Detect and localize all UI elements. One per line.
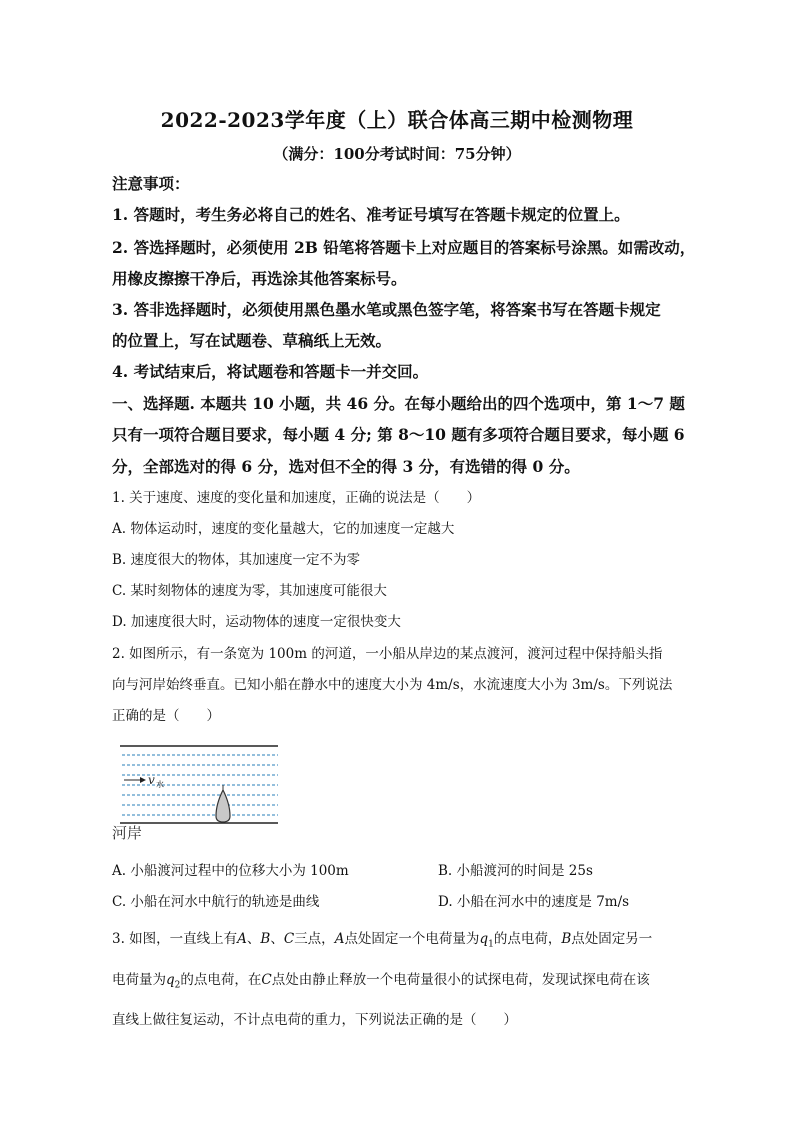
question-stem: 电荷量为$q_2$的点电荷，在C点处由静止释放一个电荷量很小的试探电荷，发现试探电荷在该 xyxy=(112,972,650,991)
question-stem: 正确的是（ ） xyxy=(112,708,220,724)
question-stem: 直线上做往复运动，不计点电荷的重力，下列说法正确的是（ ） xyxy=(112,1012,517,1028)
question-stem: 3. 如图，一直线上有A、B、C三点，A点处固定一个电荷量为$q_1$的点电荷，B点处固定另一 xyxy=(112,931,653,950)
notice-heading: 注意事项： xyxy=(112,174,190,193)
answer-option: D. 加速度很大时，运动物体的速度一定很快变大 xyxy=(112,614,401,630)
question-stem: 2. 如图所示，有一条宽为 100m 的河道，一小船从岸边的某点渡河，渡河过程中保持船头指 xyxy=(112,646,663,662)
notice-item: 的位置上，写在试题卷、草稿纸上无效。 xyxy=(112,331,392,350)
answer-option: C. 某时刻物体的速度为零，其加速度可能很大 xyxy=(112,583,387,599)
notice-item: 4. 考试结束后，将试题卷和答题卡一并交回。 xyxy=(112,362,429,381)
answer-option: B. 小船渡河的时间是 25s xyxy=(438,863,593,879)
answer-option: B. 速度很大的物体，其加速度一定不为零 xyxy=(112,552,361,568)
section-heading: 一、选择题. 本题共 10 小题，共 46 分。在每小题给出的四个选项中，第 1～7 题 xyxy=(112,394,685,413)
velocity-subscript: 水 xyxy=(156,780,164,789)
page-subtitle: （满分：100分考试时间：75分钟） xyxy=(273,145,521,163)
notice-item: 用橡皮擦擦干净后，再选涂其他答案标号。 xyxy=(112,269,407,288)
question-stem: 向与河岸始终垂直。已知小船在静水中的速度大小为 4m/s，水流速度大小为 3m/s。下列说法 xyxy=(112,677,673,693)
section-text: 只有一项符合题目要求，每小题 4 分; 第 8～10 题有多项符合题目要求，每小题 6 xyxy=(112,425,685,444)
answer-option: A. 小船渡河过程中的位移大小为 100m xyxy=(112,863,349,879)
figure-caption: 河岸 xyxy=(112,824,143,842)
velocity-arrow-icon xyxy=(124,777,146,783)
water-flow-lines xyxy=(122,755,278,815)
answer-option: A. 物体运动时，速度的变化量越大，它的加速度一定越大 xyxy=(112,521,455,537)
question-stem: 1. 关于速度、速度的变化量和加速度，正确的说法是（ ） xyxy=(112,490,481,506)
section-text: 分，全部选对的得 6 分，选对但不全的得 3 分，有选错的得 0 分。 xyxy=(112,457,580,476)
notice-item: 2. 答选择题时，必须使用 2B 铅笔将答题卡上对应题目的答案标号涂黑。如需改动， xyxy=(112,238,696,257)
boat-icon xyxy=(216,785,230,822)
answer-option: C. 小船在河水中航行的轨迹是曲线 xyxy=(112,894,320,910)
notice-item: 1. 答题时，考生务必将自己的姓名、准考证号填写在答题卡规定的位置上。 xyxy=(112,205,630,224)
answer-option: D. 小船在河水中的速度是 7m/s xyxy=(438,894,630,910)
notice-item: 3. 答非选择题时，必须使用黑色墨水笔或黑色签字笔，将答案书写在答题卡规定 xyxy=(112,300,661,319)
velocity-label: v xyxy=(148,773,155,787)
page-title: 2022-2023学年度（上）联合体高三期中检测物理 xyxy=(160,108,634,132)
